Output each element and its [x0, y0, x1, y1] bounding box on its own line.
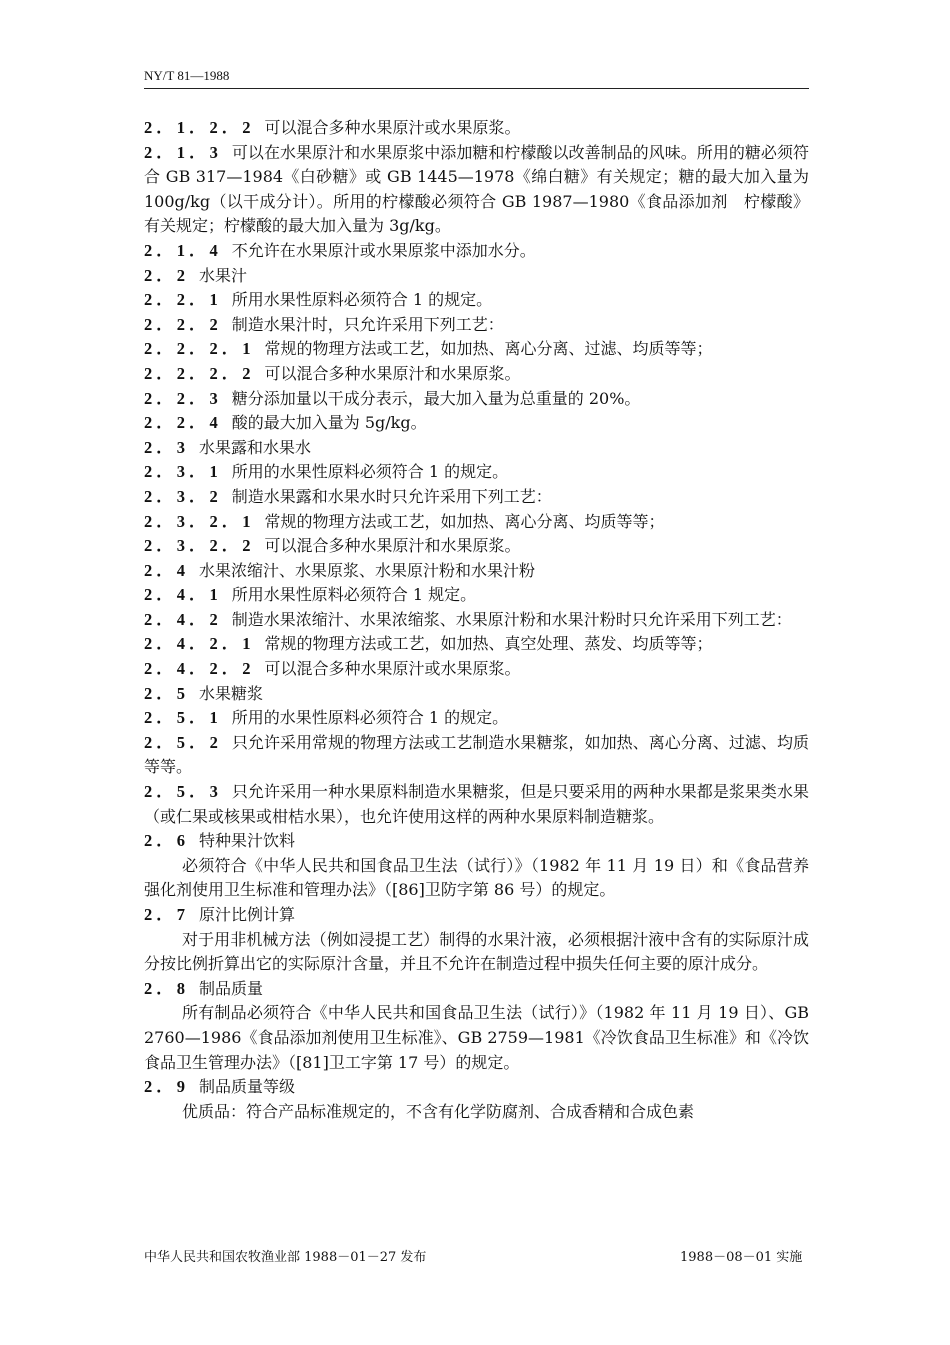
clause-number: 2．5．3 [144, 782, 222, 802]
clause-number: 2．4 [144, 560, 189, 580]
clause-text: 只允许采用一种水果原料制造水果糖浆，但是只要采用的两种水果都是浆果类水果（或仁果或核果或柑桔水果），也允许使用这样的两种水果原料制造糖浆。 [144, 782, 809, 826]
clause-text: 可以混合多种水果原汁和水果原浆。 [264, 363, 521, 383]
clause-text: 制造水果浓缩汁、水果浓缩浆、水果原汁粉和水果汁粉时只允许采用下列工艺： [231, 609, 792, 629]
clause-text: 可以混合多种水果原汁或水果原浆。 [264, 659, 521, 679]
clause-number: 2．5．2 [144, 732, 222, 752]
clause-text: 不允许在水果原汁或水果原浆中添加水分。 [231, 240, 536, 260]
clause-paragraph [144, 534, 809, 559]
clause-paragraph [144, 116, 809, 141]
clause-paragraph [144, 264, 809, 289]
clause-text: 糖分添加量以干成分表示，最大加入量为总重量的 20%。 [231, 388, 641, 408]
clause-number: 2．7 [144, 905, 189, 924]
clause-text: 水果汁 [199, 265, 248, 285]
clause-number: 2．3．1 [144, 462, 222, 482]
clause-paragraph [144, 313, 809, 338]
clause-number: 2．3 [144, 437, 189, 457]
clause-paragraph [144, 632, 809, 657]
clause-number: 2．2．1 [144, 290, 222, 310]
clause-paragraph [144, 288, 809, 313]
clause-paragraph [144, 977, 809, 1002]
clause-number: 2．2．3 [144, 388, 222, 408]
body-paragraph [144, 1001, 809, 1075]
clause-paragraph [144, 362, 809, 387]
clause-text: 常规的物理方法或工艺，如加热、离心分离、均质等等； [264, 511, 665, 531]
clause-paragraph [144, 706, 809, 731]
body-paragraph [144, 928, 809, 977]
clause-number: 2．2．2 [144, 314, 222, 334]
header-rule [144, 88, 809, 89]
clause-text: 可以混合多种水果原汁或水果原浆。 [264, 118, 521, 137]
issue-date: 中华人民共和国农牧渔业部 1988－01－27 发布 [144, 1250, 427, 1265]
clause-text: 水果浓缩汁、水果原浆、水果原汁粉和水果汁粉 [199, 560, 536, 580]
clause-text: 所用水果性原料必须符合 1 的规定。 [231, 290, 493, 310]
clause-paragraph [144, 608, 809, 633]
clause-paragraph [144, 460, 809, 485]
clause-number: 2．2．4 [144, 413, 222, 433]
clause-number: 2．2．2．1 [144, 339, 255, 359]
clause-text: 制品质量等级 [199, 1077, 296, 1097]
clause-paragraph [144, 337, 809, 362]
clause-text: 酸的最大加入量为 5g/kg。 [231, 413, 427, 433]
clause-paragraph [144, 829, 809, 854]
clause-text: 原汁比例计算 [199, 905, 296, 924]
clause-number: 2．2 [144, 265, 189, 285]
clause-paragraph [144, 657, 809, 682]
clause-paragraph [144, 411, 809, 436]
clause-paragraph [144, 780, 809, 829]
clause-number: 2．1．2．2 [144, 118, 255, 137]
clause-number: 2．4．1 [144, 585, 222, 605]
clause-paragraph [144, 510, 809, 535]
clause-text: 优质品：符合产品标准规定的，不含有化学防腐剂、合成香精和合成色素 [182, 1101, 695, 1121]
clause-text: 常规的物理方法或工艺，如加热、离心分离、过滤、均质等等； [264, 339, 713, 359]
clause-text: 必须符合《中华人民共和国食品卫生法（试行）》（1982 年 11 月 19 日）和《食品营养强化剂使用卫生标准和管理办法》（[86]卫防字第 86 号）的规定。 [144, 855, 809, 900]
clause-paragraph [144, 682, 809, 707]
clause-number: 2．4．2．2 [144, 659, 255, 679]
clause-paragraph [144, 903, 809, 928]
clause-text: 可以混合多种水果原汁和水果原浆。 [264, 536, 521, 556]
clause-number: 2．4．2．1 [144, 634, 255, 654]
clause-number: 2．3．2 [144, 486, 222, 506]
clause-number: 2．1．4 [144, 240, 222, 260]
clause-paragraph [144, 239, 809, 264]
clause-paragraph [144, 387, 809, 412]
clause-number: 2．5 [144, 683, 189, 703]
clause-text: 只允许采用常规的物理方法或工艺制造水果糖浆，如加热、离心分离、过滤、均质等等。 [144, 732, 809, 777]
clause-text: 对于用非机械方法（例如浸提工艺）制得的水果汁液，必须根据汁液中含有的实际原汁成分按比例折算出它的实际原汁含量，并且不允许在制造过程中损失任何主要的原汁成分。 [144, 929, 809, 974]
clause-text: 所有制品必须符合《中华人民共和国食品卫生法（试行）》（1982 年 11 月 19 日）、GB 2760—1986《食品添加剂使用卫生标准》、GB 2759—1981《冷饮食品卫生标准》和《冷饮食品卫生管理办法》（[81]卫工字第 17 号）的规定。 [144, 1003, 809, 1072]
clause-paragraph [144, 141, 809, 239]
clause-paragraph [144, 559, 809, 584]
implementation-date: 1988－08－01 实施 [680, 1250, 803, 1265]
clause-paragraph [144, 583, 809, 608]
document-code: NY/T 81—1988 [144, 68, 230, 83]
clause-number: 2．1．3 [144, 142, 222, 162]
clause-number: 2．6 [144, 831, 189, 851]
clause-text: 制造水果露和水果水时只允许采用下列工艺： [231, 486, 552, 506]
clause-text: 特种果汁饮料 [199, 831, 296, 851]
clause-text: 水果露和水果水 [199, 437, 312, 457]
clause-paragraph [144, 436, 809, 461]
clause-number: 2．2．2．2 [144, 363, 255, 383]
clause-text: 所用水果性原料必须符合 1 规定。 [231, 585, 477, 605]
clause-text: 所用的水果性原料必须符合 1 的规定。 [231, 708, 509, 728]
clause-text: 所用的水果性原料必须符合 1 的规定。 [231, 462, 509, 482]
clause-text: 水果糖浆 [199, 683, 264, 703]
clause-paragraph [144, 485, 809, 510]
body-paragraph [144, 854, 809, 903]
clause-paragraph [144, 731, 809, 780]
clause-number: 2．3．2．1 [144, 511, 255, 531]
clause-number: 2．3．2．2 [144, 536, 255, 556]
clause-text: 制造水果汁时，只允许采用下列工艺： [231, 314, 504, 334]
document-body [144, 116, 809, 1124]
clause-number: 2．9 [144, 1077, 189, 1097]
clause-number: 2．4．2 [144, 609, 222, 629]
clause-number: 2．5．1 [144, 708, 222, 728]
clause-text: 常规的物理方法或工艺，如加热、真空处理、蒸发、均质等等； [264, 634, 713, 654]
body-paragraph [144, 1100, 809, 1125]
clause-text: 可以在水果原汁和水果原浆中添加糖和柠檬酸以改善制品的风味。所用的糖必须符合 GB 317—1984《白砂糖》或 GB 1445—1978《绵白糖》有关规定；糖的最大加入量为 100g/kg（以干成分计）。所用的柠檬酸必须符合 GB 1987—1980《食品添加剂 柠檬酸》有关规定；柠檬酸的最大加入量为 3g/kg。 [144, 142, 809, 236]
clause-text: 制品质量 [199, 978, 264, 998]
clause-number: 2．8 [144, 978, 189, 998]
clause-paragraph [144, 1075, 809, 1100]
